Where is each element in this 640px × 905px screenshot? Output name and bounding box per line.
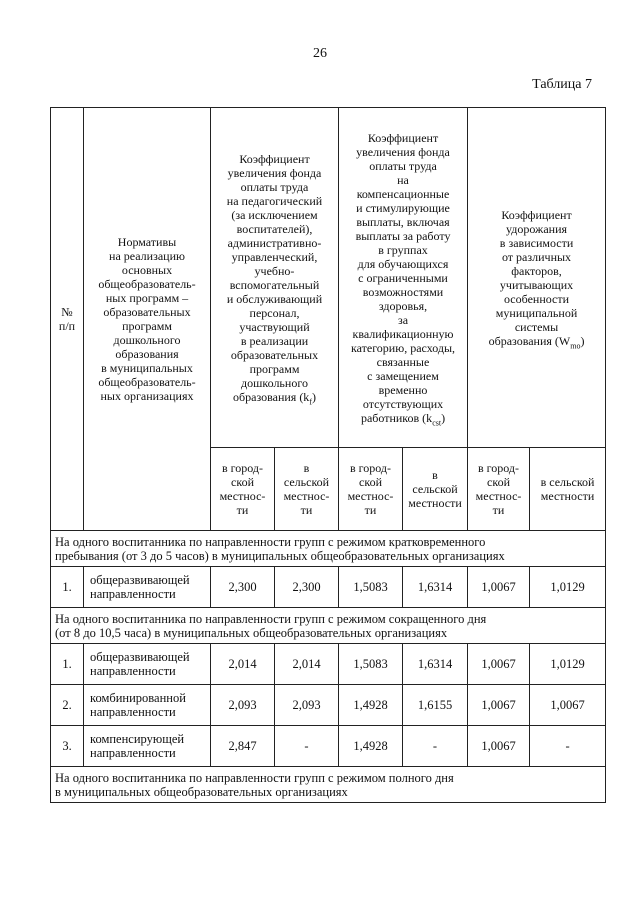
- cell-wmo-rural: 1,0129: [530, 567, 606, 608]
- cell-kf-rural: -: [275, 726, 339, 767]
- header-kcst-rural: в сельской местности: [403, 448, 468, 531]
- cell-kcst-rural: 1,6314: [403, 567, 468, 608]
- header-kf-urban: в город- ской местнос- ти: [211, 448, 275, 531]
- table-row: [51, 644, 606, 685]
- cell-type: компенсирующей направленности: [84, 726, 211, 767]
- section-row: [51, 608, 606, 644]
- coefficients-table: [50, 107, 606, 803]
- table-row: [51, 726, 606, 767]
- cell-wmo-rural: 1,0129: [530, 644, 606, 685]
- header-normative: Нормативы на реализацию основных общеобразователь- ных программ – образовательных программ дошкольного образования в муниципальных общеобразователь- ных организациях: [84, 108, 211, 531]
- header-kcst: Коэффициент увеличения фонда оплаты труда на компенсационные и стимулирующие выплаты, включая выплаты за работу в группах для обучающихся с ограниченными возможностями здоровья, за квалификационную категорию, расходы, связанные с замещением временно отсутствующих работников $(k_{cst})$: [339, 108, 468, 448]
- cell-kcst-urban: 1,5083: [339, 567, 403, 608]
- cell-kf-rural: 2,093: [275, 685, 339, 726]
- cell-num: 3.: [51, 726, 84, 767]
- cell-kcst-rural: -: [403, 726, 468, 767]
- cell-kcst-rural: 1,6314: [403, 644, 468, 685]
- cell-kf-urban: 2,847: [211, 726, 275, 767]
- table-row: [51, 685, 606, 726]
- cell-wmo-urban: 1,0067: [468, 726, 530, 767]
- table-row: [51, 567, 606, 608]
- cell-kcst-urban: 1,4928: [339, 726, 403, 767]
- cell-kf-rural: 2,300: [275, 567, 339, 608]
- header-wmo: Коэффициент удорожания в зависимости от различных факторов, учитывающих особенности муниципальной системы образования $(W_{mo})$: [468, 108, 606, 448]
- cell-kf-urban: 2,300: [211, 567, 275, 608]
- section-title: На одного воспитанника по направленности групп с режимом полного дня в муниципальных общеобразовательных организациях: [51, 767, 606, 803]
- cell-type: общеразвивающей направленности: [84, 567, 211, 608]
- page-number: 26: [313, 46, 327, 61]
- cell-kcst-urban: 1,4928: [339, 685, 403, 726]
- table-caption: Таблица 7: [532, 77, 592, 92]
- header-kf: Коэффициент увеличения фонда оплаты труда на педагогический (за исключением воспитателей), административно- управленческий, учебно- вспомогательный и обслуживающий персонал, участвующий в реализации образовательных программ дошкольного образования $(k_f)$: [211, 108, 339, 448]
- cell-num: 1.: [51, 644, 84, 685]
- header-num: № п/п: [51, 108, 84, 531]
- cell-num: 2.: [51, 685, 84, 726]
- cell-wmo-urban: 1,0067: [468, 685, 530, 726]
- cell-kcst-urban: 1,5083: [339, 644, 403, 685]
- cell-wmo-urban: 1,0067: [468, 644, 530, 685]
- header-kf-rural: в сельской местнос- ти: [275, 448, 339, 531]
- cell-wmo-rural: -: [530, 726, 606, 767]
- header-wmo-urban: в город- ской местнос- ти: [468, 448, 530, 531]
- header-wmo-rural: в сельской местности: [530, 448, 606, 531]
- section-row: [51, 767, 606, 803]
- cell-wmo-rural: 1,0067: [530, 685, 606, 726]
- cell-type: общеразвивающей направленности: [84, 644, 211, 685]
- section-title: На одного воспитанника по направленности групп с режимом кратковременного пребывания (от 3 до 5 часов) в муниципальных общеобразовательных организациях: [51, 531, 606, 567]
- header-kcst-urban: в город- ской местнос- ти: [339, 448, 403, 531]
- cell-type: комбинированной направленности: [84, 685, 211, 726]
- cell-kf-urban: 2,093: [211, 685, 275, 726]
- cell-kf-rural: 2,014: [275, 644, 339, 685]
- cell-num: 1.: [51, 567, 84, 608]
- section-row: [51, 531, 606, 567]
- section-title: На одного воспитанника по направленности групп с режимом сокращенного дня (от 8 до 10,5 часа) в муниципальных общеобразовательных организациях: [51, 608, 606, 644]
- cell-wmo-urban: 1,0067: [468, 567, 530, 608]
- cell-kf-urban: 2,014: [211, 644, 275, 685]
- cell-kcst-rural: 1,6155: [403, 685, 468, 726]
